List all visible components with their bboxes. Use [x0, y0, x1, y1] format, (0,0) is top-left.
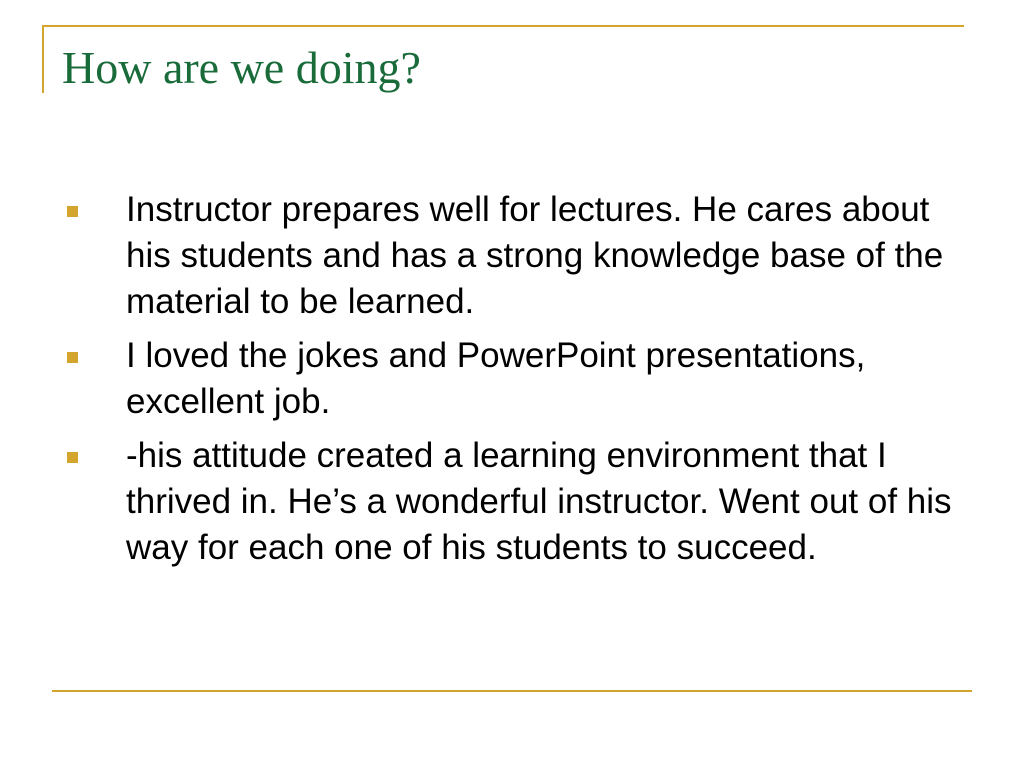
bullet-list	[0, 187, 1024, 579]
bullet-text: -his attitude created a learning environment that I thrived in. He’s a wonderful instructor. Went out of his way for each one of his students to succeed.	[126, 436, 952, 567]
bullet-text: I loved the jokes and PowerPoint presentations, excellent job.	[126, 336, 866, 421]
bullet-text: Instructor prepares well for lectures. He cares about his students and has a strong knowledge base of the material to be learned.	[126, 190, 944, 321]
bullet-item	[0, 187, 1024, 325]
bottom-rule	[52, 690, 972, 692]
bullet-item	[0, 333, 1024, 425]
square-bullet-icon	[67, 206, 78, 217]
square-bullet-icon	[67, 352, 78, 363]
slide-title: How are we doing?	[62, 42, 421, 93]
square-bullet-icon	[67, 452, 78, 463]
top-rule	[42, 25, 964, 27]
left-rule	[42, 25, 44, 93]
bullet-item	[0, 433, 1024, 571]
